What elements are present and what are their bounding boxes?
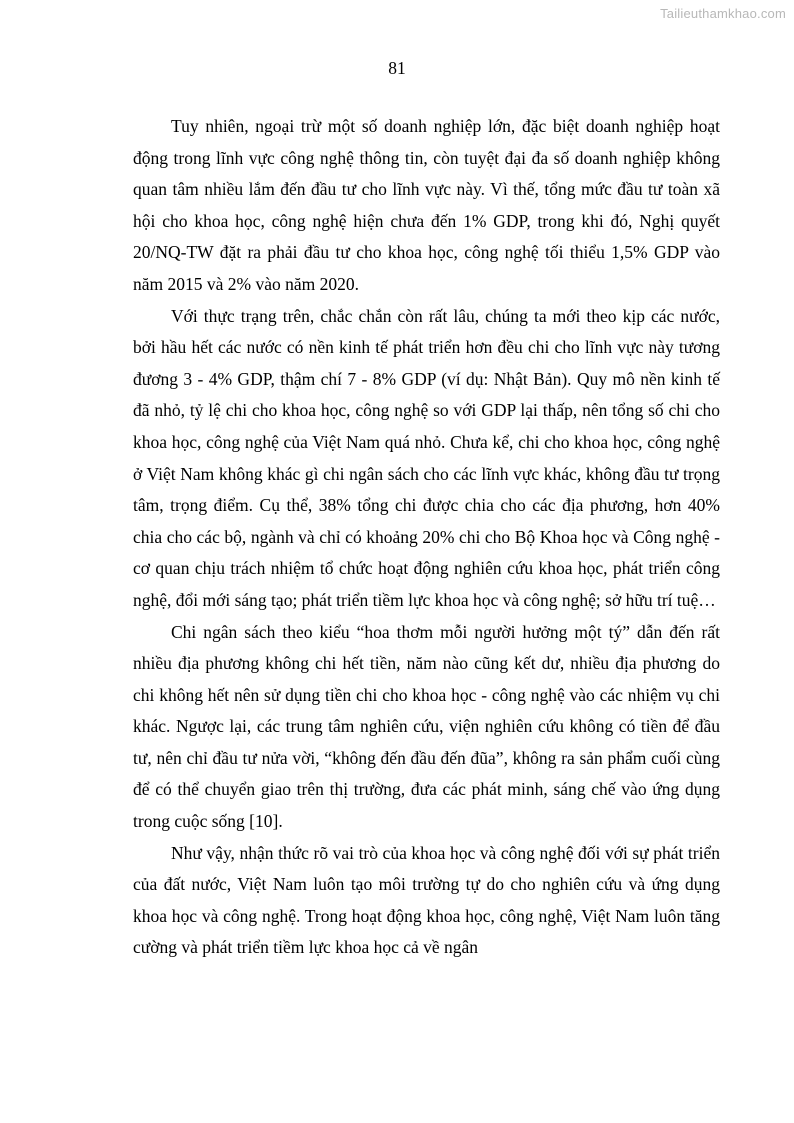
paragraph-4: Như vậy, nhận thức rõ vai trò của khoa học và công nghệ đối với sự phát triển của đất nước, Việt Nam luôn tạo môi trường tự do cho nghiên cứu và ứng dụng khoa học và công nghệ. Trong hoạt động khoa học, công nghệ, Việt Nam luôn tăng cường và phát triển tiềm lực khoa học cả về ngân [133,842,720,958]
paragraph-2: Với thực trạng trên, chắc chắn còn rất lâu, chúng ta mới theo kịp các nước, bởi hầu hết các nước có nền kinh tế phát triển hơn đều chi cho lĩnh vực này tương đương 3 - 4% GDP, thậm chí 7 - 8% GDP (ví dụ: Nhật Bản). Quy mô nền kinh tế đã nhỏ, tỷ lệ chi cho khoa học, công nghệ so với GDP lại thấp, nên tổng số chi cho khoa học, công nghệ của Việt Nam quá nhỏ. Chưa kể, chi cho khoa học, công nghệ ở Việt Nam không khác gì chi ngân sách cho các lĩnh vực khác, không đầu tư trọng tâm, trọng điểm. Cụ thể, 38% tổng chi được chia cho các địa phương, hơn 40% chia cho các bộ, ngành và chỉ có khoảng 20% chi cho Bộ Khoa học và Công nghệ - cơ quan chịu trách nhiệm tổ chức hoạt động nghiên cứu khoa học, phát triển công nghệ, đổi mới sáng tạo; phát triển tiềm lực khoa học và công nghệ; sở hữu trí tuệ… [133,305,720,610]
watermark-text: Tailieuthamkhao.com [660,6,786,21]
page-number: 81 [388,58,406,78]
document-body [133,111,720,964]
paragraph-1: Tuy nhiên, ngoại trừ một số doanh nghiệp lớn, đặc biệt doanh nghiệp hoạt động trong lĩnh vực công nghệ thông tin, còn tuyệt đại đa số doanh nghiệp không quan tâm nhiều lắm đến đầu tư cho lĩnh vực này. Vì thế, tổng mức đầu tư toàn xã hội cho khoa học, công nghệ hiện chưa đến 1% GDP, trong khi đó, Nghị quyết 20/NQ-TW đặt ra phải đầu tư cho khoa học, công nghệ tối thiểu 1,5% GDP vào năm 2015 và 2% vào năm 2020. [133,116,720,294]
paragraph-3: Chi ngân sách theo kiểu “hoa thơm mỗi người hưởng một tý” dẫn đến rất nhiều địa phương không chi hết tiền, năm nào cũng kết dư, nhiều địa phương do chi không hết nên sử dụng tiền chi cho khoa học - công nghệ vào các nhiệm vụ chi khác. Ngược lại, các trung tâm nghiên cứu, viện nghiên cứu không có tiền để đầu tư, nên chỉ đầu tư nửa vời, “không đến đầu đến đũa”, không ra sản phẩm cuối cùng để có thể chuyển giao trên thị trường, đưa các phát minh, sáng chế vào ứng dụng trong cuộc sống [10]. [133,621,720,832]
